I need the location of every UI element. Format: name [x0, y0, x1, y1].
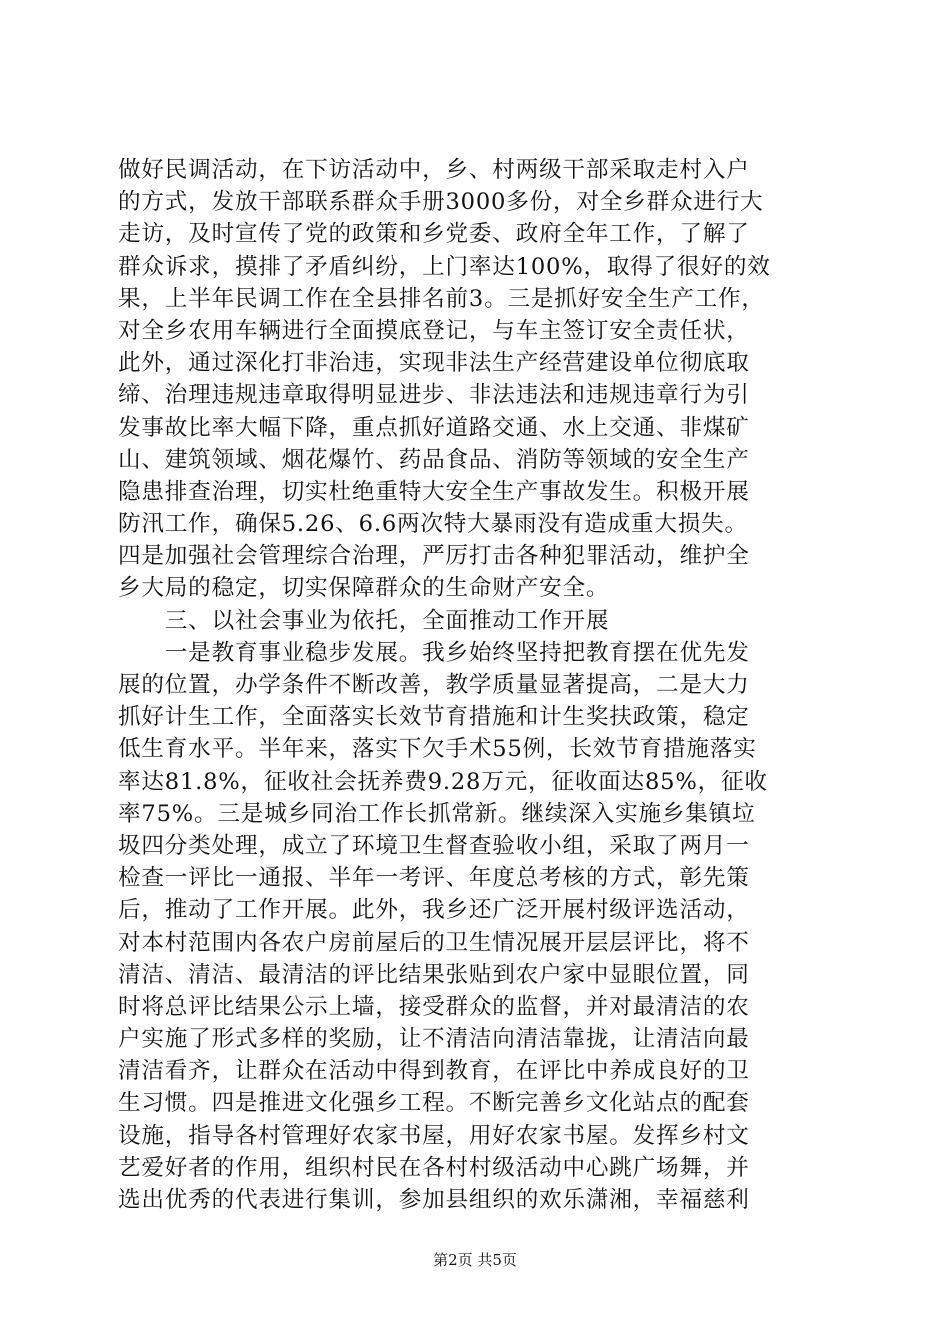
text-line: 后，推动了工作开展。此外，我乡还广泛开展村级评选活动， [118, 897, 750, 924]
text-line: 圾四分类处理，成立了环境卫生督查验收小组，采取了两月一 [118, 832, 750, 859]
text-line: 防汛工作，确保5.26、6.6两次特大暴雨没有造成重大损失。 [118, 511, 748, 538]
text-line: 发事故比率大幅下降，重点抓好道路交通、水上交通、非煤矿 [118, 414, 750, 441]
text-line: 走访，及时宣传了党的政策和乡党委、政府全年工作，了解了 [118, 221, 750, 248]
text-line: 抓好计生工作，全面落实长效节育措施和计生奖扶政策，稳定 [118, 704, 750, 731]
text-line: 清洁、清洁、最清洁的评比结果张贴到农户家中显眼位置，同 [118, 961, 750, 988]
text-line: 缔、治理违规违章取得明显进步、非法违法和违规违章行为引 [118, 382, 750, 409]
text-line: 对本村范围内各农户房前屋后的卫生情况展开层层评比，将不 [118, 929, 750, 956]
text-line: 群众诉求，摸排了矛盾纠纷，上门率达100%，取得了很好的效 [118, 253, 771, 280]
text-line: 乡大局的稳定，切实保障群众的生命财产安全。 [118, 575, 610, 602]
text-line: 低生育水平。半年来，落实下欠手术55例，长效节育措施落实 [118, 736, 757, 763]
text-line: 设施，指导各村管理好农家书屋，用好农家书屋。发挥乡村文 [118, 1122, 750, 1149]
text-line: 率达81.8%，征收社会抚养费9.28万元，征收面达85%，征收 [118, 768, 768, 795]
text-line: 展的位置，办学条件不断改善，教学质量显著提高，二是大力 [118, 672, 750, 698]
text-line: 户实施了形式多样的奖励，让不清洁向清洁靠拢，让清洁向最 [118, 1026, 750, 1053]
page-number-footer: 第2页 共5页 [433, 1251, 517, 1269]
text-line: 四是加强社会管理综合治理，严厉打击各种犯罪活动，维护全 [118, 543, 750, 570]
document-body [118, 154, 838, 1216]
text-line: 山、建筑领域、烟花爆竹、药品食品、消防等领域的安全生产 [118, 446, 750, 473]
text-line: 一是教育事业稳步发展。我乡始终坚持把教育摆在优先发 [118, 639, 750, 666]
text-line: 做好民调活动，在下访活动中，乡、村两级干部采取走村入户 [118, 157, 750, 183]
text-line: 果，上半年民调工作在全县排名前3。三是抓好安全生产工作， [118, 285, 765, 312]
text-line: 时将总评比结果公示上墙，接受群众的监督，并对最清洁的农 [118, 993, 750, 1020]
text-line: 检查一评比一通报、半年一考评、年度总考核的方式，彰先策 [118, 865, 750, 892]
text-line: 率75%。三是城乡同治工作长抓常新。继续深入实施乡集镇垃 [118, 800, 756, 827]
text-line: 生习惯。四是推进文化强乡工程。不断完善乡文化站点的配套 [118, 1090, 750, 1117]
text-line: 此外，通过深化打非治违，实现非法生产经营建设单位彻底取 [118, 350, 750, 377]
text-line: 隐患排查治理，切实杜绝重特大安全生产事故发生。积极开展 [118, 478, 750, 505]
text-line: 清洁看齐，让群众在活动中得到教育，在评比中养成良好的卫 [118, 1058, 750, 1085]
text-line: 对全乡农用车辆进行全面摸底登记，与车主签订安全责任状， [118, 317, 750, 344]
text-line: 的方式，发放干部联系群众手册3000多份，对全乡群众进行大 [118, 189, 764, 216]
text-line: 艺爱好者的作用，组织村民在各村村级活动中心跳广场舞，并 [118, 1154, 750, 1181]
section-heading: 三、以社会事业为依托，全面推动工作开展 [118, 607, 610, 634]
text-line: 选出优秀的代表进行集训，参加县组织的欢乐潇湘，幸福慈利 [118, 1187, 750, 1213]
